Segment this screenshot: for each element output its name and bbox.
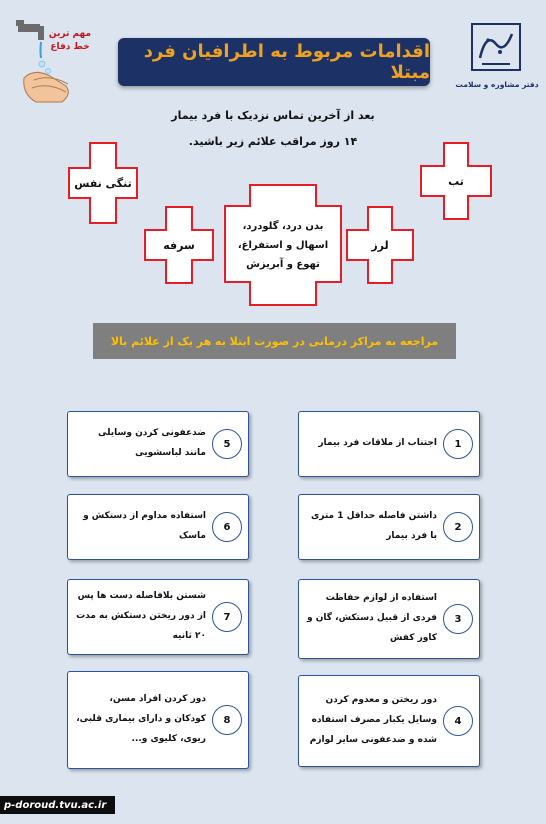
advice-card-7 — [67, 579, 249, 655]
advice-number: 7 — [212, 602, 242, 632]
intro-line-2: ۱۴ روز مراقب علائم زیر باشید. — [188, 135, 358, 148]
advice-card-3 — [298, 579, 480, 659]
advice-card-1 — [298, 411, 480, 477]
advice-text: اجتناب از ملاقات فرد بیمار — [318, 438, 437, 449]
symptom-cross-chills — [346, 206, 414, 284]
slogan-line-1: مهم ترین — [48, 29, 92, 39]
symptom-chills: لرز — [371, 238, 389, 252]
advice-number: 2 — [443, 512, 473, 542]
advice-text: استفاده از لوازم حفاظت فردی از قبیل دستکش، گان و کاور کفش — [307, 593, 437, 643]
intro-line-1: بعد از آخرین تماس نزدیک با فرد بیمار — [171, 109, 375, 122]
advice-text: ضدعفونی کردن وسایلی مانند لباسشویی — [97, 428, 206, 458]
advice-number: 8 — [212, 705, 242, 735]
advice-card-4 — [298, 675, 480, 767]
advice-number: 3 — [443, 604, 473, 634]
advice-number: 5 — [212, 429, 242, 459]
advice-text: داشتن فاصله حداقل 1 متری با فرد بیمار — [310, 511, 437, 541]
symptom-cough: سرفه — [163, 238, 195, 252]
symptom-cross-body-ache — [224, 184, 342, 306]
logo-caption: دفتر مشاوره و سلامت — [455, 80, 539, 89]
advice-text: شستن بلافاصله دست ها پس از دور ریختن دستکش به مدت ۲۰ ثانیه — [76, 591, 206, 641]
slogan-line-2: خط دفاع — [50, 42, 90, 52]
advice-card-6 — [67, 494, 249, 560]
advice-card-5 — [67, 411, 249, 477]
advice-card-2 — [298, 494, 480, 560]
advice-number: 4 — [443, 706, 473, 736]
counseling-office-logo-icon — [470, 22, 522, 72]
advice-card-8 — [67, 671, 249, 769]
symptom-fever: تب — [448, 174, 464, 188]
advice-number: 6 — [212, 512, 242, 542]
page-title: اقدامات مربوط به اطرافیان فرد مبتلا — [118, 38, 430, 86]
footer-url[interactable]: p-doroud.tvu.ac.ir — [0, 796, 115, 814]
advice-text: دور ریختن و معدوم کردن وسایل یکبار مصرف استفاده شده و ضدعفونی سایر لوازم — [309, 695, 437, 745]
symptom-cross-fever — [420, 142, 492, 220]
advice-number: 1 — [443, 429, 473, 459]
advice-text: استفاده مداوم از دستکش و ماسک — [83, 511, 206, 541]
advice-text: دور کردن افراد مسن، کودکان و دارای بیماری قلبی، ریوی، کلیوی و... — [76, 694, 206, 744]
symptom-cross-breathlessness — [68, 142, 138, 224]
symptom-cross-cough — [144, 206, 214, 284]
symptom-breathlessness: تنگی نفس — [74, 176, 132, 190]
symptom-body-ache: بدن درد، گلودرد، اسهال و استفراغ، تهوع و آبریزش — [237, 220, 329, 270]
treatment-banner: مراجعه به مراکز درمانی در صورت ابتلا به هر یک از علائم بالا — [93, 323, 456, 359]
